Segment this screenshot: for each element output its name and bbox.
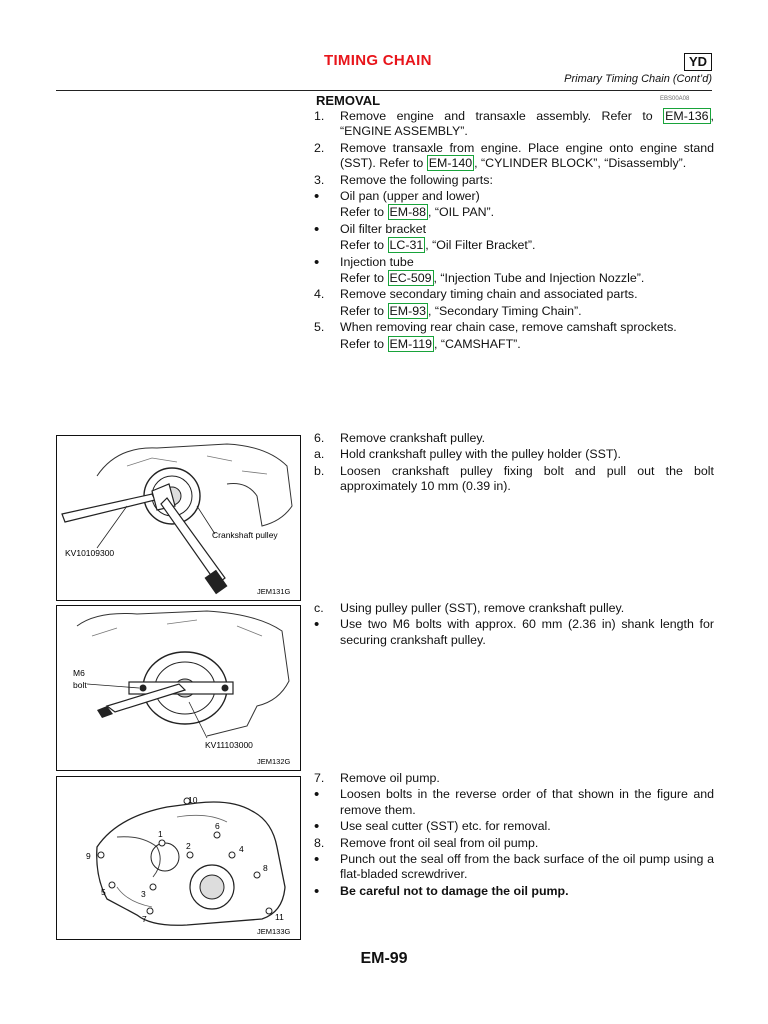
figure-pulley-holder bbox=[56, 435, 301, 601]
step-text: Remove crankshaft pulley. bbox=[340, 431, 486, 445]
step-marker: 8. bbox=[314, 835, 325, 850]
step-text: Loosen bolts in the reverse order of that shown in the figure and remove them. bbox=[340, 787, 714, 817]
step-row bbox=[314, 173, 714, 188]
step-text: Refer to bbox=[340, 238, 388, 253]
step-text: Refer to bbox=[340, 336, 388, 351]
label-bolt: bolt bbox=[73, 680, 87, 690]
step-marker bbox=[314, 271, 340, 286]
step-row bbox=[314, 431, 714, 446]
reference-link[interactable]: EM-140 bbox=[428, 156, 473, 171]
step-row bbox=[314, 205, 714, 220]
step-text: Using pulley puller (SST), remove crankshaft pulley. bbox=[340, 601, 625, 615]
step-row bbox=[314, 819, 714, 834]
reference-link[interactable]: EM-119 bbox=[389, 336, 432, 351]
figure-code: JEM131G bbox=[257, 587, 291, 596]
label-m6: M6 bbox=[73, 668, 85, 678]
figure-code: JEM133G bbox=[257, 927, 291, 936]
page-title: TIMING CHAIN bbox=[324, 52, 432, 69]
step-row bbox=[314, 287, 714, 302]
page-subtitle: Primary Timing Chain (Cont’d) bbox=[564, 73, 712, 85]
step-text: , “Secondary Timing Chain”. bbox=[428, 303, 582, 318]
figure-oil-pump-bolts bbox=[56, 776, 301, 940]
bolt-number-2: 2 bbox=[186, 841, 191, 851]
step-text: Refer to bbox=[340, 303, 388, 318]
step-row bbox=[314, 109, 714, 140]
step-text: , “Oil Filter Bracket”. bbox=[425, 238, 536, 253]
step-marker: 2. bbox=[314, 140, 325, 155]
step-row bbox=[314, 271, 714, 286]
step-text: Injection tube bbox=[340, 254, 414, 269]
step-marker: 3. bbox=[314, 172, 325, 187]
step-marker bbox=[314, 337, 340, 352]
reference-link[interactable]: LC-31 bbox=[389, 238, 424, 253]
engine-code-badge: YD bbox=[684, 53, 712, 71]
step-row bbox=[314, 617, 714, 648]
figure-pulley-puller bbox=[56, 605, 301, 771]
bolt-number-11: 11 bbox=[275, 912, 284, 922]
step-marker: 7. bbox=[314, 771, 325, 785]
section-title: REMOVAL bbox=[316, 93, 381, 108]
step-row bbox=[314, 771, 714, 786]
pulley-puller-illustration bbox=[57, 606, 300, 770]
step-row bbox=[314, 255, 714, 270]
bullet-marker: • bbox=[314, 253, 320, 271]
step-text: Hold crankshaft pulley with the pulley holder (SST). bbox=[340, 447, 621, 462]
step-row bbox=[314, 337, 714, 352]
step-marker: b. bbox=[314, 463, 325, 478]
step6c-text bbox=[314, 601, 714, 649]
step-text: Loosen crankshaft pulley fixing bolt and pull out the bolt approximately 10 mm (0.39 in). bbox=[340, 463, 714, 494]
step-marker: 1. bbox=[314, 109, 325, 123]
step-text: Refer to bbox=[340, 205, 388, 220]
removal-steps bbox=[314, 109, 714, 353]
step-row bbox=[314, 464, 714, 495]
step-text: Use two M6 bolts with approx. 60 mm (2.36 in) shank length for securing crankshaft pulley. bbox=[340, 617, 714, 647]
step-text: , “Injection Tube and Injection Nozzle”. bbox=[433, 271, 645, 286]
step-marker bbox=[314, 205, 340, 220]
header-rule bbox=[56, 90, 712, 91]
step-text: Oil pan (upper and lower) bbox=[340, 189, 480, 204]
doc-reference-code: EBS00A08 bbox=[660, 96, 690, 102]
bolt-number-6: 6 bbox=[215, 821, 220, 831]
reference-link[interactable]: EC-509 bbox=[389, 271, 432, 286]
step-marker: a. bbox=[314, 447, 325, 462]
step-text: Remove secondary timing chain and associated parts. bbox=[340, 287, 638, 302]
step-row bbox=[314, 238, 714, 253]
step-row bbox=[314, 601, 714, 616]
step-row bbox=[314, 320, 714, 335]
bolt-number-1: 1 bbox=[158, 829, 163, 839]
page-number: EM-99 bbox=[360, 950, 408, 967]
caution-text: Be careful not to damage the oil pump. bbox=[340, 883, 569, 898]
step-marker: 4. bbox=[314, 287, 325, 302]
step-text: Refer to bbox=[340, 271, 388, 286]
label-tool-number: KV11103000 bbox=[205, 740, 253, 750]
step-text: , “OIL PAN”. bbox=[428, 205, 495, 220]
reference-link[interactable]: EM-136 bbox=[665, 109, 709, 123]
step-row bbox=[314, 304, 714, 319]
reference-link[interactable]: EM-88 bbox=[389, 205, 427, 220]
label-tool-number: KV10109300 bbox=[65, 548, 115, 558]
bolt-number-9: 9 bbox=[86, 851, 91, 861]
step6-text bbox=[314, 431, 714, 496]
bullet-marker: • bbox=[314, 220, 320, 238]
label-crankshaft-pulley: Crankshaft pulley bbox=[212, 530, 278, 540]
bolt-number-5: 5 bbox=[101, 887, 106, 897]
bolt-number-10: 10 bbox=[188, 795, 198, 805]
step-text: Use seal cutter (SST) etc. for removal. bbox=[340, 819, 551, 834]
step-marker bbox=[314, 304, 340, 319]
step-text: Oil filter bracket bbox=[340, 221, 427, 236]
bullet-marker: • bbox=[314, 616, 320, 634]
pulley-holder-illustration bbox=[57, 436, 300, 600]
step-row bbox=[314, 141, 714, 172]
figure-code: JEM132G bbox=[257, 757, 291, 766]
step-row bbox=[314, 852, 714, 883]
step-text: When removing rear chain case, remove camshaft sprockets. bbox=[340, 320, 677, 335]
step-text: , “CAMSHAFT”. bbox=[434, 336, 521, 351]
step-marker: 6. bbox=[314, 431, 325, 445]
reference-link[interactable]: EM-93 bbox=[389, 303, 427, 318]
bolt-number-3: 3 bbox=[141, 889, 146, 899]
step-text: Remove the following parts: bbox=[340, 172, 493, 187]
step-row bbox=[314, 189, 714, 204]
step-marker: c. bbox=[314, 601, 324, 615]
step-row bbox=[314, 222, 714, 237]
bullet-marker: • bbox=[314, 851, 320, 869]
step-row bbox=[314, 447, 714, 462]
bolt-number-7: 7 bbox=[142, 914, 147, 924]
step-text: Remove engine and transaxle assembly. Refer to bbox=[340, 109, 664, 123]
step-row bbox=[314, 884, 714, 899]
bolt-number-8: 8 bbox=[263, 863, 268, 873]
bullet-marker: • bbox=[314, 818, 320, 836]
step-row bbox=[314, 787, 714, 818]
step-row bbox=[314, 836, 714, 851]
step-marker bbox=[314, 238, 340, 253]
step-text: Remove front oil seal from oil pump. bbox=[340, 835, 539, 850]
oil-pump-illustration bbox=[57, 777, 300, 939]
bullet-marker: • bbox=[314, 882, 320, 900]
step-text: Remove oil pump. bbox=[340, 771, 440, 785]
step-text: , “ENGINE ASSEMBLY”. bbox=[340, 109, 714, 139]
bullet-marker: • bbox=[314, 786, 320, 804]
step7-text bbox=[314, 771, 714, 900]
bullet-marker: • bbox=[314, 188, 320, 206]
step-marker: 5. bbox=[314, 320, 325, 335]
step-text: Remove transaxle from engine. Place engine onto engine stand (SST). Refer to bbox=[340, 140, 714, 171]
bolt-number-4: 4 bbox=[239, 844, 244, 854]
step-text: Punch out the seal off from the back surface of the oil pump using a flat-bladed screwdriver. bbox=[340, 852, 714, 882]
step-text: , “CYLINDER BLOCK”, “Disassembly”. bbox=[474, 156, 687, 171]
